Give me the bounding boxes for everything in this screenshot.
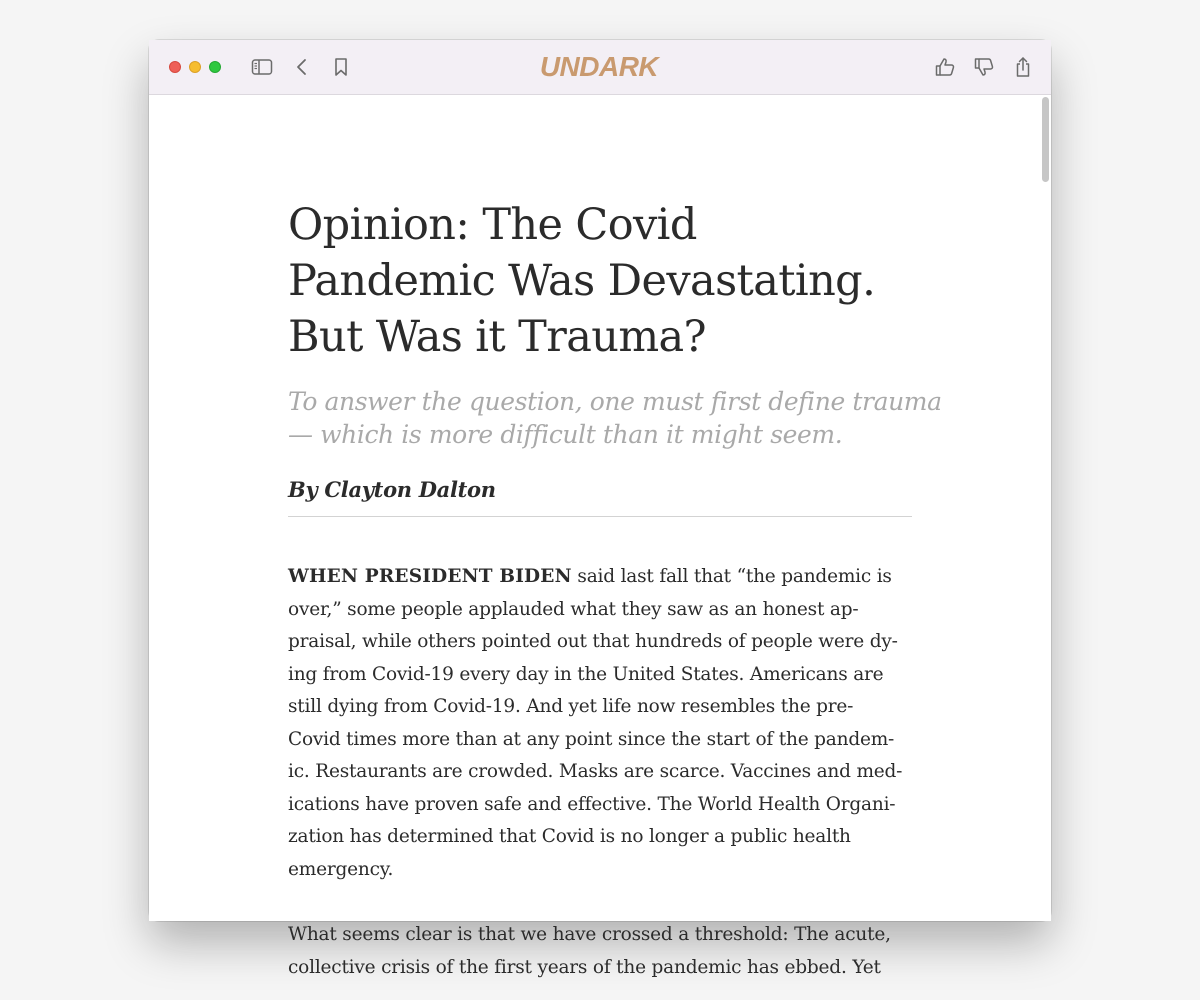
browser-window: [149, 40, 1051, 978]
title-line: Pandemic Was Devastating.: [288, 256, 876, 306]
paragraph-line: over,” some people applauded what they saw as an honest ap-: [288, 598, 859, 620]
site-logo[interactable]: UNDARK: [539, 51, 659, 82]
article-paragraph: [288, 919, 912, 984]
paragraph-line: [288, 561, 912, 594]
lead-in: WHEN PRESIDENT BIDEN: [288, 566, 572, 587]
paragraph-line: ications have proven safe and effective. The World Health Organi-: [288, 793, 896, 815]
thumbs-down-icon[interactable]: [972, 55, 996, 79]
chevron-left-icon[interactable]: [290, 55, 314, 79]
thumbs-up-icon[interactable]: [933, 55, 957, 79]
paragraph-line: zation has determined that Covid is no longer a public health: [288, 826, 851, 847]
article-byline: By Clayton Dalton: [288, 477, 496, 502]
paragraph-line: still dying from Covid-19. And yet life now resembles the pre-: [288, 696, 854, 717]
reader-content[interactable]: [149, 95, 1051, 978]
lead-line-rest: said last fall that “the pandemic is: [571, 566, 892, 587]
title-line: Opinion: The Covid: [288, 200, 697, 250]
paragraph-line: praisal, while others pointed out that hundreds of people were dy-: [288, 631, 898, 652]
toolbar: [149, 40, 1051, 95]
minimize-window-button[interactable]: [189, 61, 201, 73]
close-window-button[interactable]: [169, 61, 181, 73]
subtitle-line: — which is more difficult than it might seem.: [288, 420, 843, 449]
paragraph-line: What seems clear is that we have crossed a threshold: The acute,: [288, 924, 891, 945]
bookmark-icon[interactable]: [329, 55, 353, 79]
divider: [288, 516, 912, 517]
paragraph-line: ing from Covid-19 every day in the United States. Americans are: [288, 663, 884, 685]
paragraph-line: emergency.: [288, 858, 394, 880]
share-icon[interactable]: [1011, 55, 1035, 79]
paragraph-line: ic. Restaurants are crowded. Masks are scarce. Vaccines and med-: [288, 761, 903, 782]
scrollbar-thumb[interactable]: [1042, 97, 1049, 182]
sidebar-icon[interactable]: [250, 55, 274, 79]
article-paragraph: [288, 561, 912, 886]
paragraph-line: Covid times more than at any point since the start of the pandem-: [288, 728, 895, 750]
zoom-window-button[interactable]: [209, 61, 221, 73]
paragraph-line: collective crisis of the first years of the pandemic has ebbed. Yet: [288, 956, 881, 978]
article-subtitle: [288, 385, 942, 451]
subtitle-line: To answer the question, one must first define trauma: [288, 387, 942, 416]
title-line: But Was it Trauma?: [288, 312, 707, 362]
article-title: [288, 197, 912, 365]
